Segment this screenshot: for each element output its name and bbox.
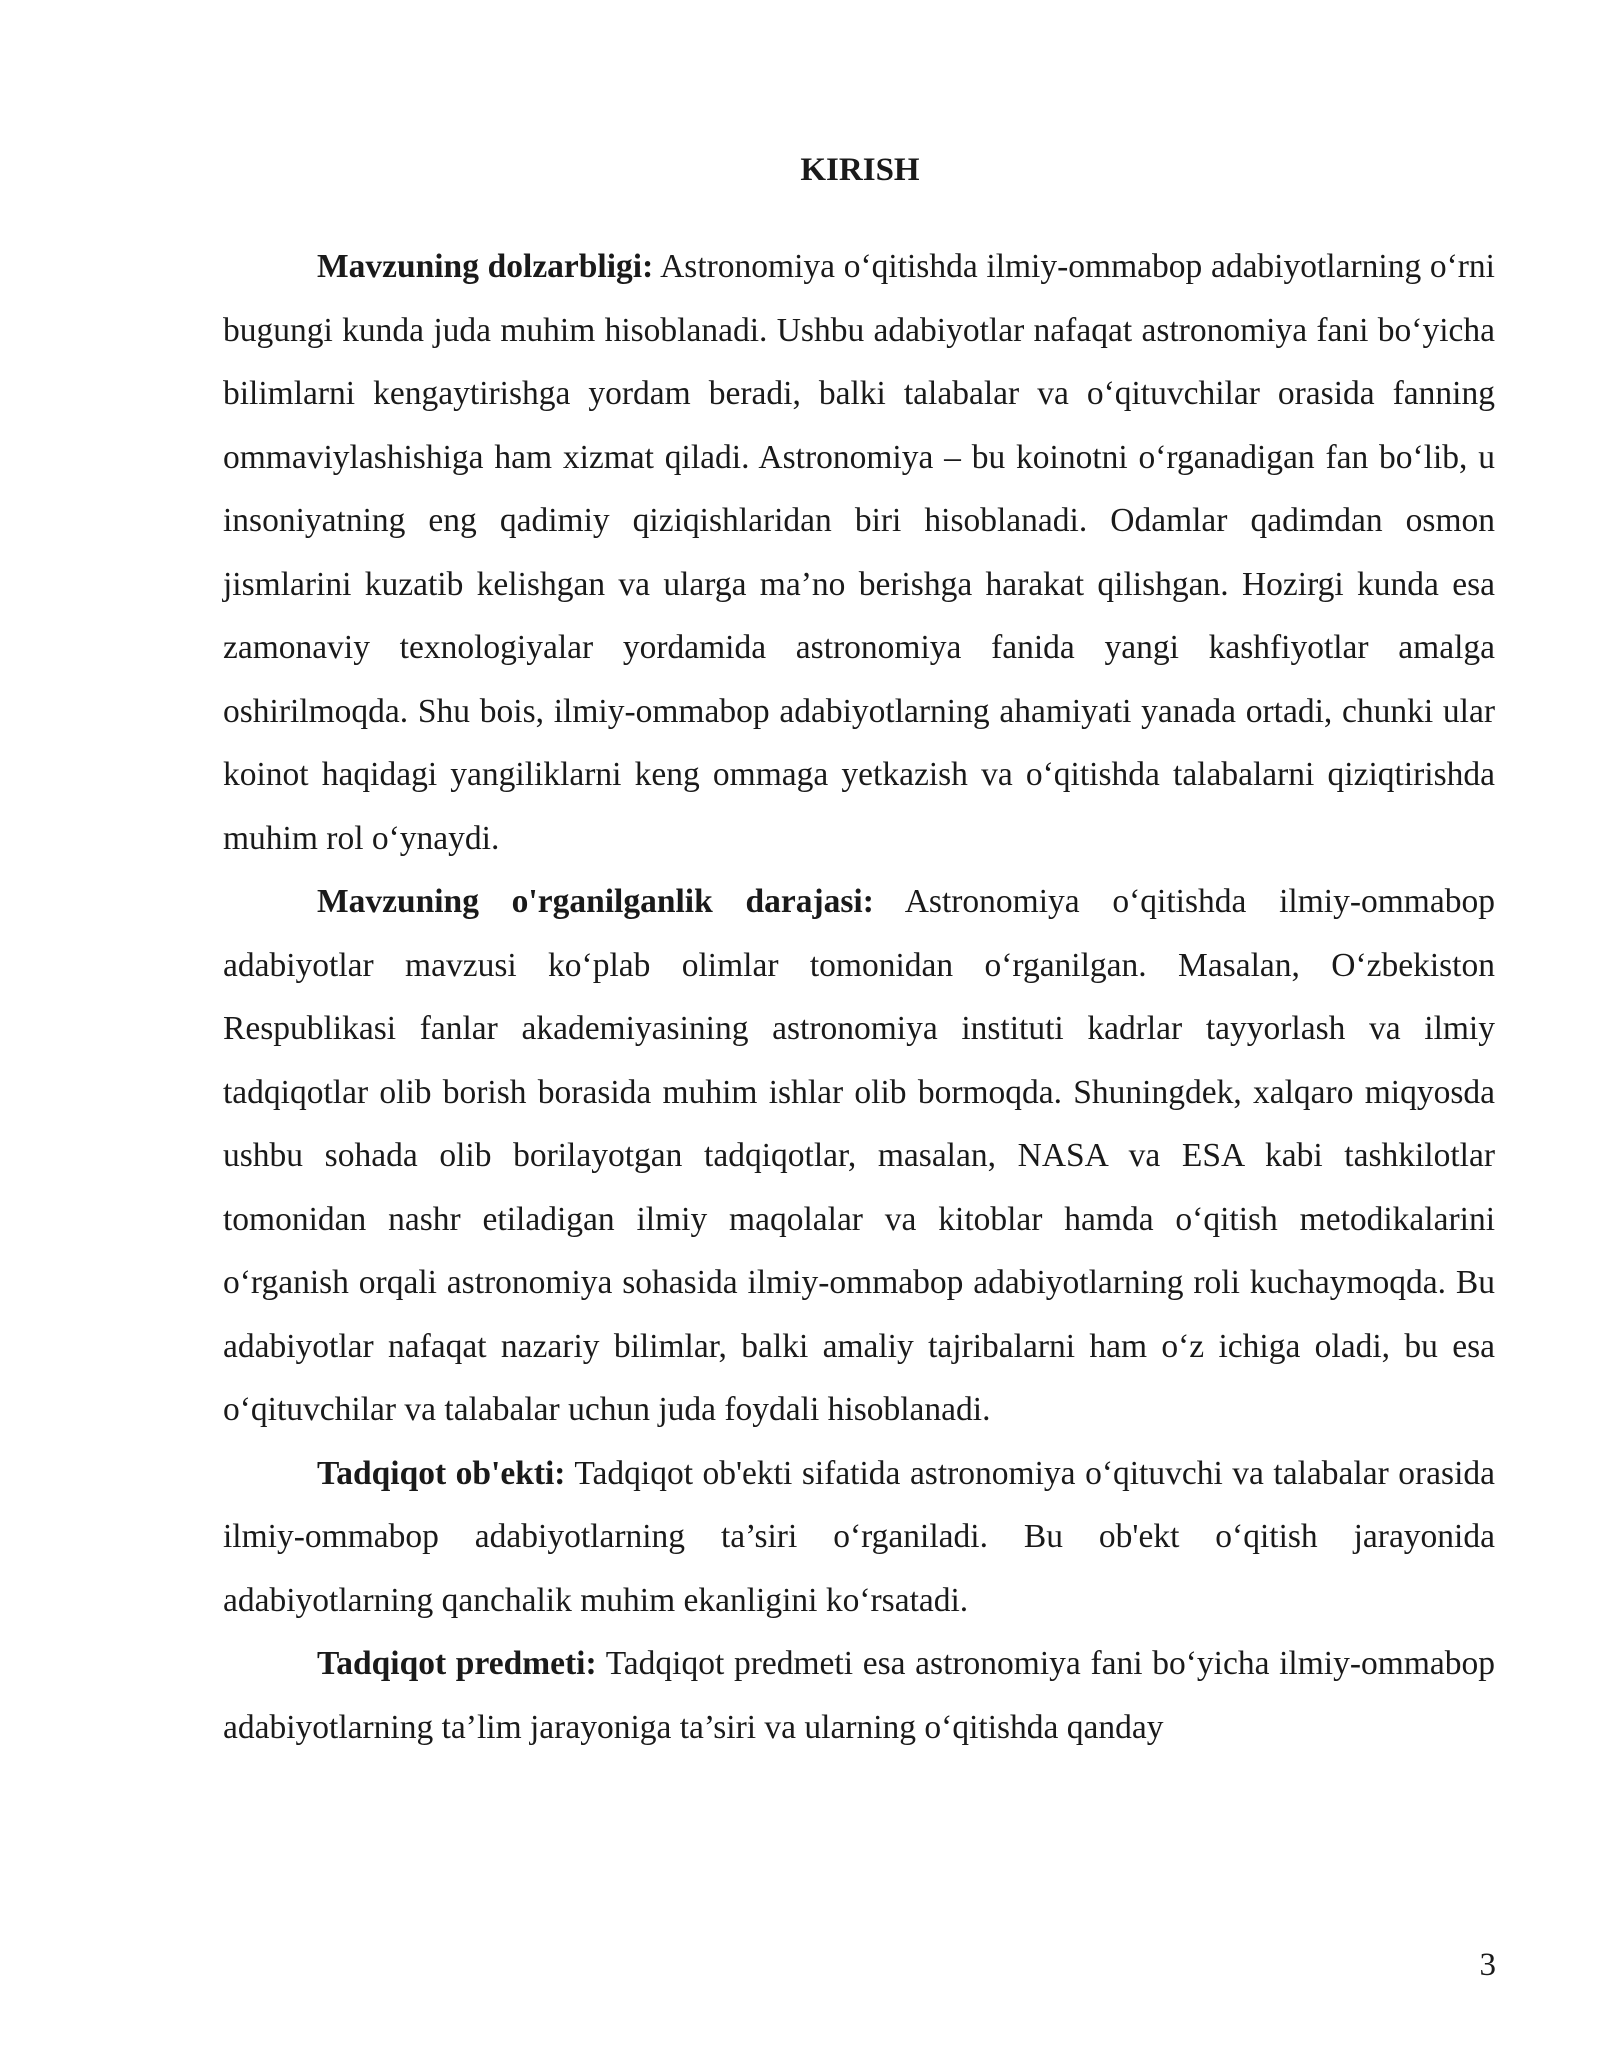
paragraph-research-object	[223, 1442, 1495, 1633]
paragraph-research-subject	[223, 1632, 1495, 1759]
page-title: KIRISH	[800, 152, 920, 188]
page-number: 3	[1479, 1947, 1496, 1983]
paragraph-lead: Tadqiqot ob'ekti:	[317, 1454, 566, 1492]
paragraph-text: Tadqiqot predmeti esa astronomiya fani bo‘yicha ilmiy-ommabop adabiyotlarning ta’lim jarayoniga ta’siri va ularning o‘qitishda qanday	[223, 1645, 1495, 1746]
paragraph-text: Astronomiya o‘qitishda ilmiy-ommabop adabiyotlarning o‘rni bugungi kunda juda muhim hisoblanadi. Ushbu adabiyotlar nafaqat astronomiya fani bo‘yicha bilimlarni kengaytirishga yordam beradi, balki talabalar va o‘qituvchilar orasida fanning ommaviylashishiga ham xizmat qiladi. Astronomiya – bu koinotni o‘rganadigan fan bo‘lib, u insoniyatning eng qadimiy qiziqishlaridan biri hisoblanadi. Odamlar qadimdan osmon jismlarini kuzatib kelishgan va ularga ma’no berishga harakat qilishgan. Hozirgi kunda esa zamonaviy texnologiyalar yordamida astronomiya fanida yangi kashfiyotlar amalga oshirilmoqda. Shu bois, ilmiy-ommabop adabiyotlarning ahamiyati yanada ortadi, chunki ular koinot haqidagi yangiliklarni keng ommaga yetkazish va o‘qitishda talabalarni qiziqtirishda muhim rol o‘ynaydi.	[223, 248, 1495, 857]
paragraph-text: Astronomiya o‘qitishda ilmiy-ommabop adabiyotlar mavzusi ko‘plab olimlar tomonidan o‘rganilgan. Masalan, O‘zbekiston Respublikasi fanlar akademiyasining astronomiya instituti kadrlar tayyorlash va ilmiy tadqiqotlar olib borish borasida muhim ishlar olib bormoqda. Shuningdek, xalqaro miqyosda ushbu sohada olib borilayotgan tadqiqotlar, masalan, NASA va ESA kabi tashkilotlar tomonidan nashr etiladigan ilmiy maqolalar va kitoblar hamda o‘qitish metodikalarini o‘rganish orqali astronomiya sohasida ilmiy-ommabop adabiyotlarning roli kuchaymoqda. Bu adabiyotlar nafaqat nazariy bilimlar, balki amaliy tajribalarni ham o‘z ichiga oladi, bu esa o‘qituvchilar va talabalar uchun juda foydali hisoblanadi.	[223, 883, 1495, 1428]
document-body	[223, 235, 1495, 1759]
paragraph-lead: Tadqiqot predmeti:	[317, 1645, 597, 1682]
paragraph-study-level	[223, 870, 1495, 1442]
paragraph-relevance	[223, 235, 1495, 870]
paragraph-text: Tadqiqot ob'ekti sifatida astronomiya o‘qituvchi va talabalar orasida ilmiy-ommabop adabiyotlarning ta’siri o‘rganiladi. Bu ob'ekt o‘qitish jarayonida adabiyotlarning qanchalik muhim ekanligini ko‘rsatadi.	[223, 1454, 1495, 1619]
paragraph-lead: Mavzuning dolzarbligi:	[317, 248, 654, 285]
paragraph-lead: Mavzuning o'rganilganlik darajasi:	[317, 883, 874, 920]
